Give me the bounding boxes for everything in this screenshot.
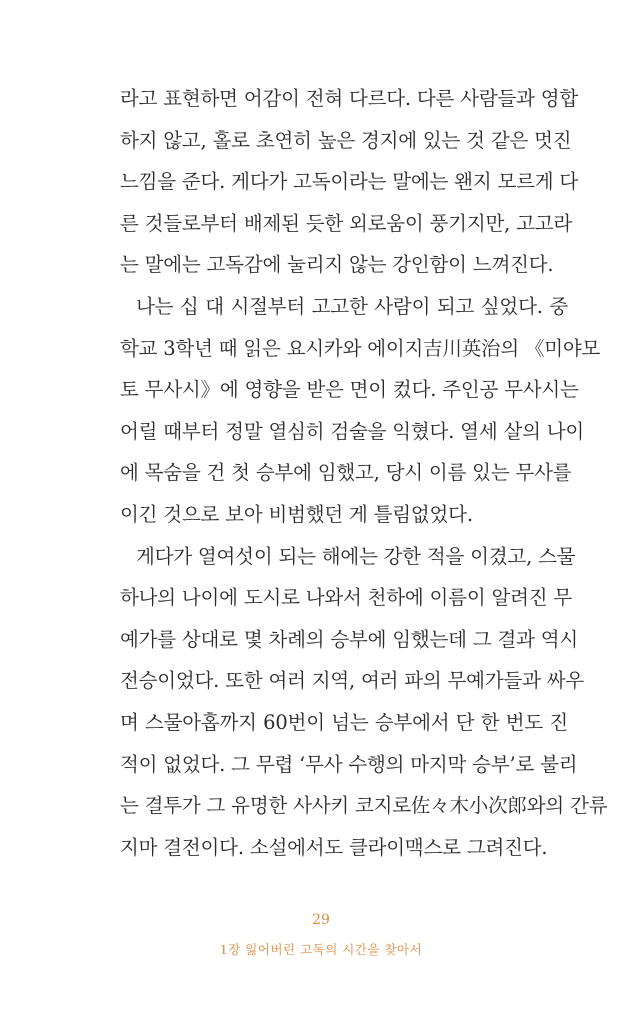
text-line: 게다가 열여섯이 되는 해에는 강한 적을 이겼고, 스물 — [136, 544, 576, 568]
text-line: 며 스물아홉까지 60번이 넘는 승부에서 단 한 번도 진 — [120, 710, 568, 734]
text-line: 지마 결전이다. 소설에서도 클라이맥스로 그려진다. — [120, 835, 548, 859]
text-line: 적이 없었다. 그 무렵 ‘무사 수행의 마지막 승부’로 불리 — [120, 752, 578, 776]
text-line: 어릴 때부터 정말 열심히 검술을 익혔다. 열세 살의 나이 — [120, 419, 585, 443]
text-line: 는 말에는 고독감에 눌리지 않는 강인함이 느껴진다. — [120, 253, 554, 277]
text-line: 하지 않고, 홀로 초연히 높은 경지에 있는 것 같은 멋진 — [120, 128, 572, 152]
text-line: 전승이었다. 또한 여러 지역, 여러 파의 무예가들과 싸우 — [120, 669, 585, 693]
text-line: 하나의 나이에 도시로 나와서 천하에 이름이 알려진 무 — [120, 586, 573, 610]
text-line: 느낌을 준다. 게다가 고독이라는 말에는 왠지 모르게 다 — [120, 170, 579, 194]
text-line: 른 것들로부터 배제된 듯한 외로움이 풍기지만, 고고라 — [120, 211, 573, 235]
chapter-title: 1장 잃어버린 고독의 시간을 찾아서 — [219, 942, 423, 957]
text-line: 는 결투가 그 유명한 사사키 코지로佐々木小次郎와의 간류 — [120, 794, 608, 818]
text-line: 학교 3학년 때 읽은 요시카와 에이지吉川英治의 《미야모 — [120, 336, 601, 360]
text-line: 이긴 것으로 보아 비범했던 게 틀림없었다. — [120, 502, 473, 526]
page-number: 29 — [312, 912, 330, 928]
text-line: 라고 표현하면 어감이 전혀 다르다. 다른 사람들과 영합 — [120, 87, 579, 110]
text-line: 나는 십 대 시절부터 고고한 사람이 되고 싶었다. 중 — [136, 294, 568, 318]
body-text — [120, 78, 608, 868]
text-line: 토 무사시》에 영향을 받은 면이 컸다. 주인공 무사시는 — [120, 378, 579, 402]
text-line: 예가를 상대로 몇 차례의 승부에 임했는데 그 결과 역시 — [120, 627, 579, 651]
text-line: 에 목숨을 건 첫 승부에 임했고, 당시 이름 있는 무사를 — [120, 461, 572, 485]
